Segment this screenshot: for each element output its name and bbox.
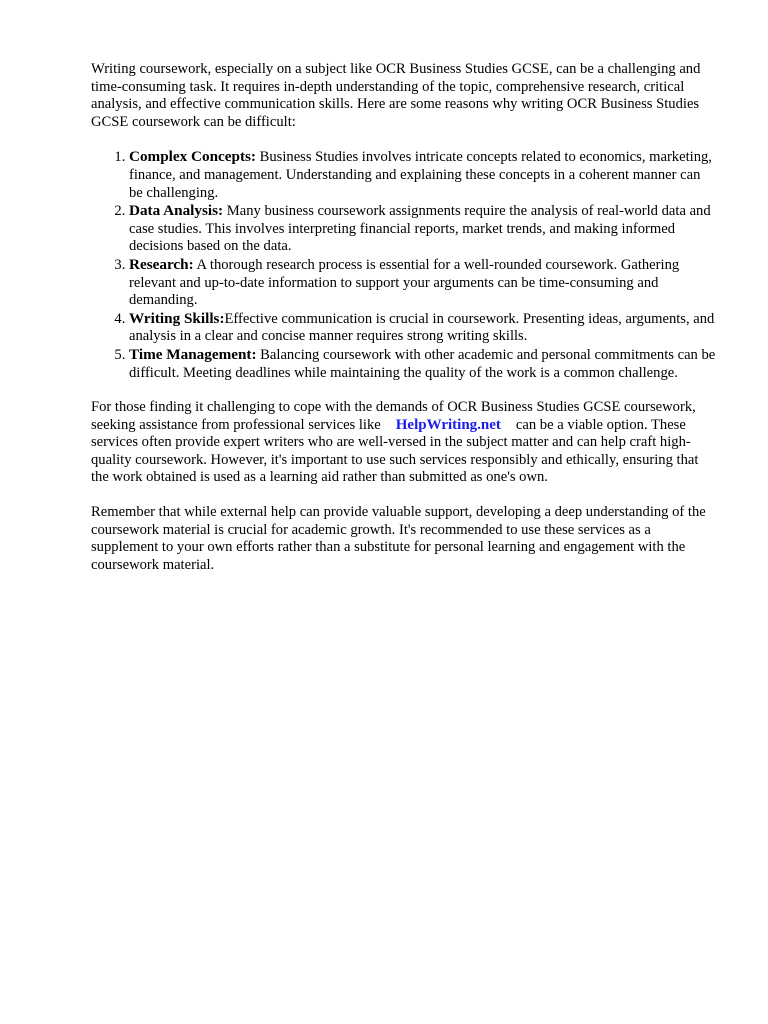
closing-paragraph: Remember that while external help can provide valuable support, developing a deep understanding of the coursework material is crucial for academic growth. It's recommended to use these services as a supplement to your own efforts rather than a substitute for personal learning and engagement with the coursework material. [91, 504, 706, 573]
list-item [129, 310, 717, 346]
list-item-term: Writing Skills: [129, 309, 225, 327]
list-item-text: Many business coursework assignments require the analysis of real-world data and case studies. This involves interpreting financial reports, market trends, and making informed decisions based on the data. [129, 203, 711, 255]
list-item-term: Data Analysis: [129, 202, 224, 220]
assistance-text-after: can be a viable option. These services often provide expert writers who are well-versed in the subject matter and can help craft high-quality coursework. However, it's important to use such services responsibly and ethically, ensuring that the work obtained is used as a learning aid rather than submitted as one's own. [91, 416, 699, 486]
document-body [91, 61, 717, 591]
assistance-paragraph [91, 399, 717, 487]
reasons-list [91, 148, 717, 382]
list-item [129, 202, 717, 256]
helpwriting-link[interactable]: HelpWriting.net [395, 416, 501, 433]
list-item-text: Balancing coursework with other academic and personal commitments can be difficult. Meeting deadlines while maintaining the quality of the work is a common challenge. [129, 346, 716, 381]
list-item [129, 148, 717, 202]
list-item-term: Research: [129, 255, 194, 273]
list-item-text: A thorough research process is essential for a well-rounded coursework. Gathering relevant and up-to-date information to support your arguments can be time-consuming and demanding. [129, 256, 680, 309]
list-item-text: Effective communication is crucial in coursework. Presenting ideas, arguments, and analysis in a clear and concise manner requires strong writing skills. [129, 310, 715, 345]
intro-paragraph: Writing coursework, especially on a subject like OCR Business Studies GCSE, can be a challenging and time-consuming task. It requires in-depth understanding of the topic, comprehensive research, critical analysis, and effective communication skills. Here are some reasons why writing OCR Business Studies GCSE coursework can be difficult: [91, 61, 701, 130]
assistance-text-before: For those finding it challenging to cope with the demands of OCR Business Studies GCSE coursework, seeking assistance from professional services like [91, 399, 696, 433]
list-item-text: Business Studies involves intricate concepts related to economics, marketing, finance, and management. Understanding and explaining these concepts in a coherent manner can be challenging. [129, 149, 712, 201]
list-item [129, 256, 717, 310]
list-item-term: Time Management: [129, 345, 257, 363]
list-item [129, 346, 717, 382]
list-item-term: Complex Concepts: [129, 148, 256, 166]
